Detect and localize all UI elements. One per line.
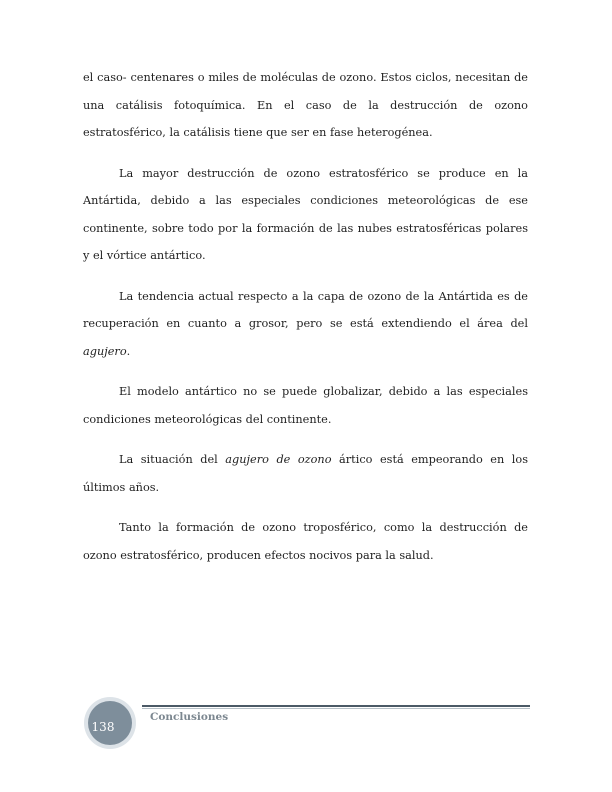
paragraph-text: ártico está empeorando en los últimos años. <box>83 453 528 494</box>
paragraph <box>83 446 528 501</box>
body-text <box>83 64 528 582</box>
footer-rule-light <box>142 708 530 709</box>
paragraph <box>83 160 528 270</box>
paragraph-text: el caso- centenares o miles de moléculas de ozono. Estos ciclos, necesitan de una catálisis fotoquímica. En el caso de la destrucción de ozono estratosférico, la catálisis tiene que ser en fase heterogénea. <box>83 71 528 139</box>
italic-text: agujero de ozono <box>225 453 332 466</box>
paragraph-text: . <box>126 344 131 358</box>
footer-rule <box>142 705 530 707</box>
paragraph-text: Tanto la formación de ozono troposférico, como la destrucción de ozono estratosférico, producen efectos nocivos para la salud. <box>83 521 528 562</box>
paragraph <box>83 64 528 147</box>
paragraph-text: La mayor destrucción de ozono estratosférico se produce en la Antártida, debido a las especiales condiciones meteorológicas de ese continente, sobre todo por la formación de las nubes estratosféricas polares y el vórtice antártico. <box>83 166 528 262</box>
paragraph-text: La tendencia actual respecto a la capa de ozono de la Antártida es de recuperación en cuanto a grosor, pero se está extendiendo el área del <box>83 289 528 330</box>
paragraph <box>83 378 528 433</box>
section-label: Conclusiones <box>150 711 229 723</box>
italic-text: agujero <box>83 344 127 358</box>
page-footer <box>0 690 612 790</box>
paragraph <box>83 514 528 569</box>
paragraph-text: La situación del <box>119 453 226 466</box>
page-number: 138 <box>91 720 115 734</box>
paragraph <box>83 283 528 366</box>
paragraph-text: El modelo antártico no se puede globalizar, debido a las especiales condiciones meteorológicas del continente. <box>83 385 528 426</box>
